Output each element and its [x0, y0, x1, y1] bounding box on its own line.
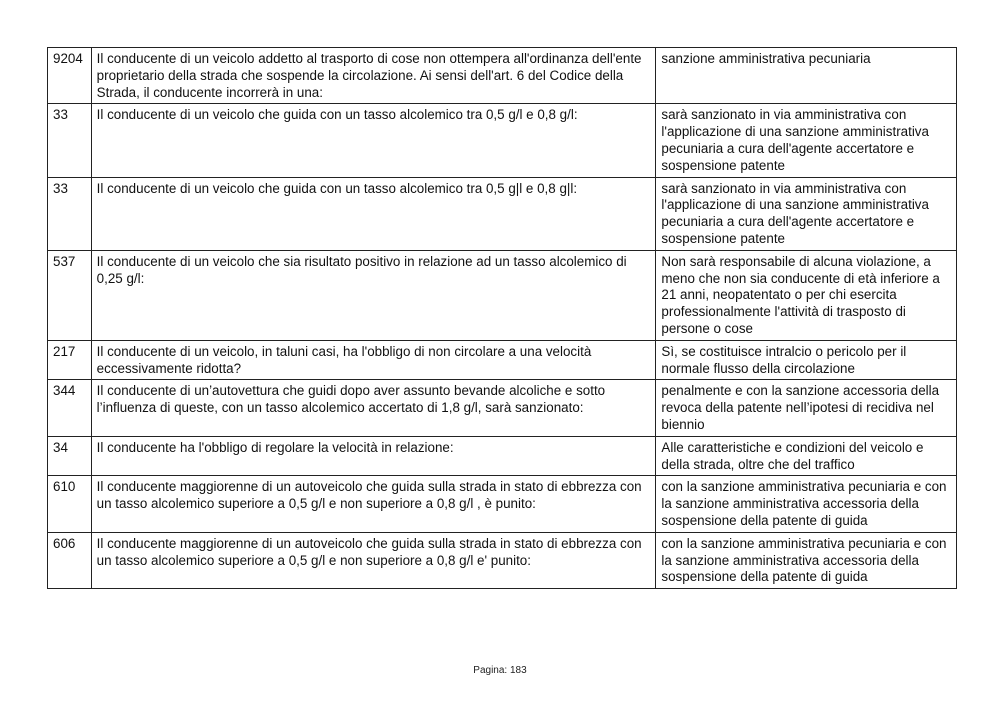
- table-row: [48, 436, 957, 476]
- answer-text: sarà sanzionato in via amministrativa con l'applicazione di una sanzione amministrativa pecuniaria a cura dell'agente accertatore e sospensione patente: [656, 104, 957, 177]
- question-text: Il conducente di un veicolo che sia risultato positivo in relazione ad un tasso alcolemico di 0,25 g/l:: [91, 250, 656, 340]
- question-text: Il conducente di un veicolo addetto al trasporto di cose non ottempera all'ordinanza dell'ente proprietario della strada che sospende la circolazione. Ai sensi dell'art. 6 del Codice della Strada, il conducente incorrerà in una:: [91, 48, 656, 104]
- page-number: Pagina: 183: [473, 665, 527, 676]
- question-id: 217: [48, 340, 92, 380]
- table-row: [48, 177, 957, 250]
- answer-text: sarà sanzionato in via amministrativa con l'applicazione di una sanzione amministrativa pecuniaria a cura dell'agente accertatore e sospensione patente: [656, 177, 957, 250]
- answer-text: penalmente e con la sanzione accessoria della revoca della patente nell’ipotesi di recidiva nel biennio: [656, 380, 957, 436]
- question-text: Il conducente di un veicolo che guida con un tasso alcolemico tra 0,5 g|l e 0,8 g|l:: [91, 177, 656, 250]
- question-text: Il conducente di un’autovettura che guidi dopo aver assunto bevande alcoliche e sotto l’influenza di queste, con un tasso alcolemico accertato di 1,8 g/l, sarà sanzionato:: [91, 380, 656, 436]
- question-text: Il conducente maggiorenne di un autoveicolo che guida sulla strada in stato di ebbrezza con un tasso alcolemico superiore a 0,5 g/l e non superiore a 0,8 g/l e' punito:: [91, 532, 656, 588]
- table-row: [48, 48, 957, 104]
- answer-text: con la sanzione amministrativa pecuniaria e con la sanzione amministrativa accessoria della sospensione della patente di guida: [656, 532, 957, 588]
- question-id: 610: [48, 476, 92, 532]
- table-row: [48, 104, 957, 177]
- question-id: 33: [48, 177, 92, 250]
- table-row: [48, 380, 957, 436]
- question-id: 537: [48, 250, 92, 340]
- answer-text: Non sarà responsabile di alcuna violazione, a meno che non sia conducente di età inferiore a 21 anni, neopatentato o per chi esercita professionalmente l'attività di trasposto di persone o cose: [656, 250, 957, 340]
- answer-text: con la sanzione amministrativa pecuniaria e con la sanzione amministrativa accessoria della sospensione della patente di guida: [656, 476, 957, 532]
- questions-table: [47, 47, 957, 589]
- table-row: [48, 340, 957, 380]
- question-text: Il conducente ha l'obbligo di regolare la velocità in relazione:: [91, 436, 656, 476]
- answer-text: Sì, se costituisce intralcio o pericolo per il normale flusso della circolazione: [656, 340, 957, 380]
- question-id: 606: [48, 532, 92, 588]
- answer-text: sanzione amministrativa pecuniaria: [656, 48, 957, 104]
- table-row: [48, 476, 957, 532]
- table-row: [48, 532, 957, 588]
- question-id: 34: [48, 436, 92, 476]
- question-id: 9204: [48, 48, 92, 104]
- table-row: [48, 250, 957, 340]
- question-text: Il conducente di un veicolo, in taluni casi, ha l'obbligo di non circolare a una velocità eccessivamente ridotta?: [91, 340, 656, 380]
- answer-text: Alle caratteristiche e condizioni del veicolo e della strada, oltre che del traffico: [656, 436, 957, 476]
- question-id: 344: [48, 380, 92, 436]
- question-text: Il conducente maggiorenne di un autoveicolo che guida sulla strada in stato di ebbrezza con un tasso alcolemico superiore a 0,5 g/l e non superiore a 0,8 g/l , è punito:: [91, 476, 656, 532]
- question-text: Il conducente di un veicolo che guida con un tasso alcolemico tra 0,5 g/l e 0,8 g/l:: [91, 104, 656, 177]
- question-id: 33: [48, 104, 92, 177]
